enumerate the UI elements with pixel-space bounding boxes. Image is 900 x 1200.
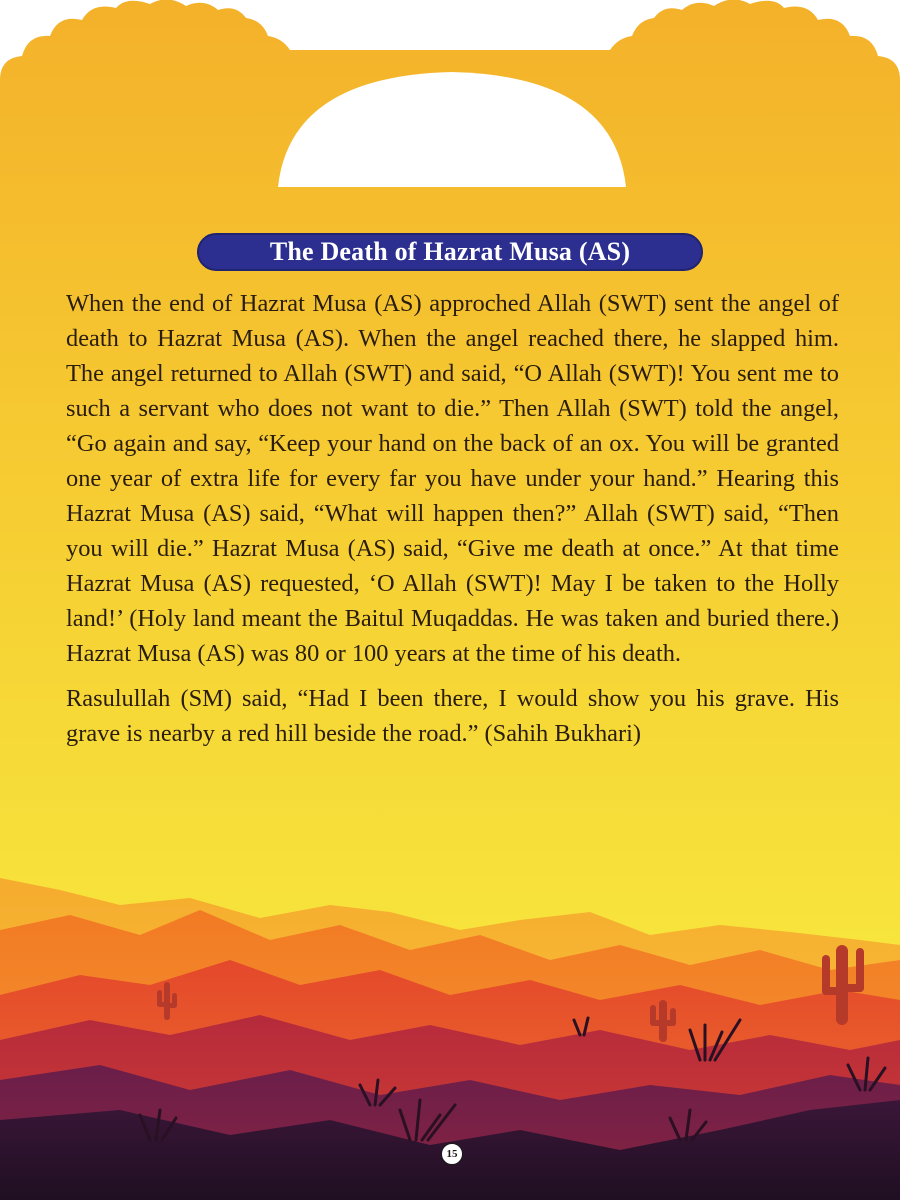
title-banner — [197, 233, 703, 271]
page-title: The Death of Hazrat Musa (AS) — [269, 237, 631, 266]
page-number: 15 — [441, 1143, 463, 1165]
story-text — [66, 286, 839, 751]
story-paragraph: When the end of Hazrat Musa (AS) approched Allah (SWT) sent the angel of death to Hazrat Musa (AS). When the angel reached there, he slapped him. The angel returned to Allah (SWT) and said, “O Allah (SWT)! You sent me to such a servant who does not want to die.” Then Allah (SWT) told the angel, “Go again and say, “Keep your hand on the back of an ox. You will be granted one year of extra life for every far you have under your hand.” Hearing this Hazrat Musa (AS) said, “What will happen then?” Allah (SWT) said, “Then you will die.” Hazrat Musa (AS) said, “Give me death at once.” At that time Hazrat Musa (AS) requested, ‘O Allah (SWT)! May I be taken to the Holly land!’ (Holy land meant the Baitul Muqaddas. He was taken and buried there.) Hazrat Musa (AS) was 80 or 100 years at the time of his death. — [66, 290, 839, 667]
story-paragraph: Rasulullah (SM) said, “Had I been there, I would show you his grave. His grave is nearby a red hill beside the road.” (Sahih Bukhari) — [66, 685, 839, 747]
